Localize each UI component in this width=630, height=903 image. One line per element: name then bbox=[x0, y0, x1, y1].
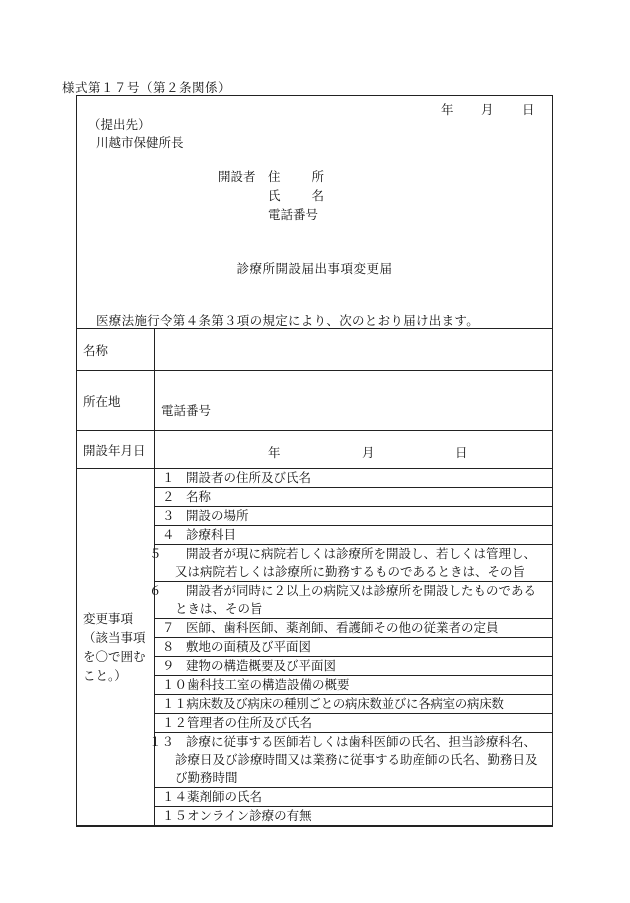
founder-name-char-2: 名 bbox=[311, 188, 324, 203]
founder-label: 開設者 bbox=[218, 169, 256, 184]
changes-label: 変更事項（該当事項を〇で囲むこと。） bbox=[77, 469, 155, 826]
form-table bbox=[76, 328, 553, 826]
change-item-1[interactable]: １ 開設者の住所及び氏名 bbox=[155, 469, 552, 488]
name-field[interactable] bbox=[155, 329, 553, 371]
founder-name-label bbox=[268, 186, 324, 205]
change-item-11[interactable]: １１病床数及び病床の種別ごとの病床数並びに各病室の病床数 bbox=[155, 695, 552, 714]
date-day-label: 日 bbox=[522, 102, 535, 117]
address-phone-label: 電話番号 bbox=[161, 403, 212, 418]
opened-date-field[interactable] bbox=[155, 431, 553, 469]
founder-name-char-1: 氏 bbox=[268, 188, 281, 203]
date-month-label: 月 bbox=[481, 102, 494, 117]
document-title: 診療所開設届出事項変更届 bbox=[236, 261, 393, 276]
change-item-7[interactable]: ７ 医師、歯科医師、薬剤師、看護師その他の従業者の定員 bbox=[155, 619, 552, 638]
statement-text: 医療法施行令第４条第３項の規定により、次のとおり届け出ます。 bbox=[96, 313, 480, 328]
founder-address-char-1: 住 bbox=[268, 169, 281, 184]
change-item-13[interactable]: １３ 診療に従事する医師若しくは歯科医師の氏名、担当診療科名、診療日及び診療時間又は業務に従事する助産師の氏名、勤務日及び勤務時間 bbox=[155, 733, 552, 788]
address-row bbox=[77, 371, 553, 431]
address-field[interactable] bbox=[155, 371, 553, 431]
founder-address-label bbox=[268, 167, 324, 186]
founder-block bbox=[218, 167, 324, 224]
founder-phone-label: 電話番号 bbox=[268, 207, 319, 222]
changes-list bbox=[149, 469, 553, 826]
changes-row bbox=[77, 469, 553, 826]
opened-date-label: 開設年月日 bbox=[77, 431, 155, 469]
form-number: 様式第１７号（第２条関係） bbox=[62, 80, 232, 95]
date-year-label: 年 bbox=[441, 102, 454, 117]
name-row bbox=[77, 329, 553, 371]
opened-day-label: 日 bbox=[455, 445, 468, 460]
change-item-6[interactable]: ６ 開設者が同時に２以上の病院又は診療所を開設したものであるときは、その旨 bbox=[155, 582, 552, 619]
address-label: 所在地 bbox=[77, 371, 155, 431]
change-item-10[interactable]: １０歯科技工室の構造設備の概要 bbox=[155, 676, 552, 695]
change-item-14[interactable]: １４薬剤師の氏名 bbox=[155, 788, 552, 807]
submit-to-label: （提出先） bbox=[88, 117, 151, 132]
change-item-3[interactable]: ３ 開設の場所 bbox=[155, 507, 552, 526]
name-label: 名称 bbox=[77, 329, 155, 371]
change-item-9[interactable]: ９ 建物の構造概要及び平面図 bbox=[155, 657, 552, 676]
founder-address-char-2: 所 bbox=[311, 169, 324, 184]
opened-month-label: 月 bbox=[362, 445, 375, 460]
opened-year-label: 年 bbox=[268, 445, 281, 460]
change-item-2[interactable]: ２ 名称 bbox=[155, 488, 552, 507]
submit-to-block bbox=[88, 116, 184, 152]
opened-date-row bbox=[77, 431, 553, 469]
change-item-15[interactable]: １５オンライン診療の有無 bbox=[162, 808, 312, 823]
submit-to-recipient: 川越市保健所長 bbox=[96, 135, 184, 150]
change-item-4[interactable]: ４ 診療科目 bbox=[155, 526, 552, 545]
change-item-8[interactable]: ８ 敷地の面積及び平面図 bbox=[155, 638, 552, 657]
change-item-12[interactable]: １２管理者の住所及び氏名 bbox=[155, 714, 552, 733]
change-item-5[interactable]: ５ 開設者が現に病院若しくは診療所を開設し、若しくは管理し、又は病院若しくは診療所に勤務するものであるときは、その旨 bbox=[155, 545, 552, 582]
